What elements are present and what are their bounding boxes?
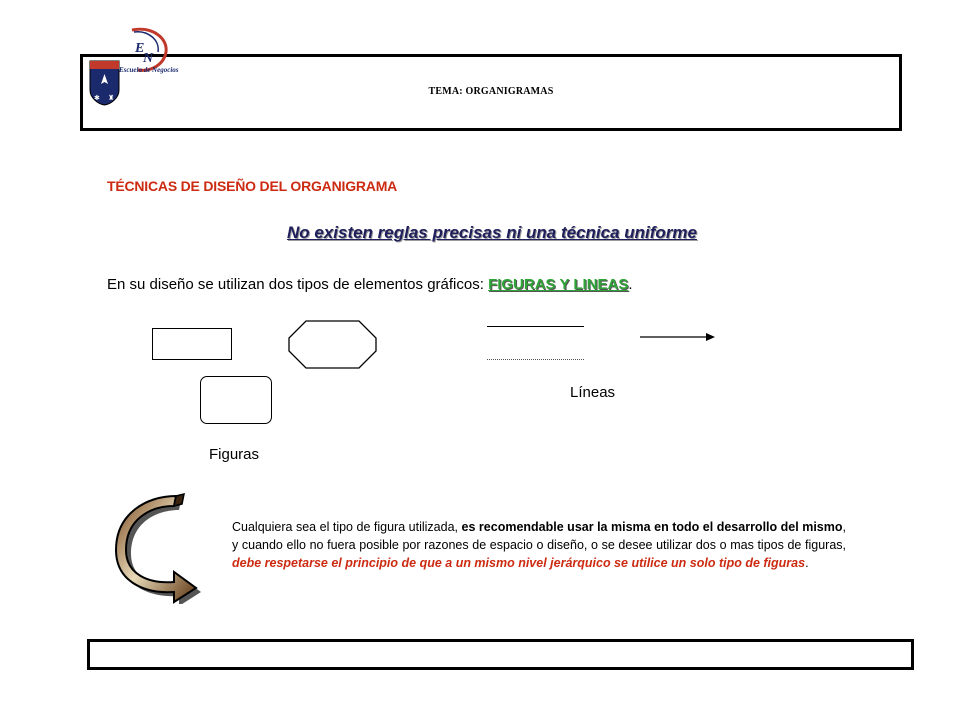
arrow-line-sample: [640, 330, 716, 344]
lines-label: Líneas: [570, 384, 616, 401]
note-part-5: .: [805, 556, 809, 570]
intro-paragraph: [107, 276, 633, 293]
note-principle: debe respetarse el principio de que a un mismo nivel jerárquico se utilice un solo tipo de figuras: [232, 556, 806, 570]
school-shield-icon: [89, 60, 120, 106]
octagon-figure: [288, 320, 377, 369]
svg-text:E: E: [135, 41, 145, 56]
section-subtitle: No existen reglas precisas ni una técnica uniforme: [286, 223, 698, 242]
section-heading: TÉCNICAS DE DISEÑO DEL ORGANIGRAMA: [107, 178, 398, 194]
solid-line-sample: [487, 326, 584, 327]
figures-label: Figuras: [209, 446, 260, 463]
footer-frame: [87, 639, 914, 670]
svg-text:✱: ✱: [94, 94, 100, 102]
intro-highlight: FIGURAS Y LINEAS: [488, 276, 629, 293]
school-name-caption: Escuela de Negocios: [119, 66, 179, 74]
dotted-line-sample: [487, 359, 584, 360]
curved-arrow-icon: [112, 492, 212, 604]
rectangle-figure: [152, 328, 232, 360]
note-part-1: Cualquiera sea el tipo de figura utilizada,: [232, 520, 462, 534]
note-part-3: , y cuando ello no fuera posible por razones de espacio o diseño, o se desee utilizar dos o mas tipos de figuras,: [232, 520, 846, 552]
rounded-rectangle-figure: [200, 376, 272, 424]
guideline-note: [232, 518, 846, 572]
page-title: TEMA: ORGANIGRAMAS: [428, 86, 554, 97]
intro-end: .: [628, 276, 633, 293]
svg-text:N: N: [143, 51, 154, 66]
note-recommendation: es recomendable usar la misma en todo el desarrollo del mismo: [461, 520, 843, 534]
svg-text:♜: ♜: [108, 94, 115, 102]
intro-text: En su diseño se utilizan dos tipos de elementos gráficos:: [107, 276, 489, 293]
